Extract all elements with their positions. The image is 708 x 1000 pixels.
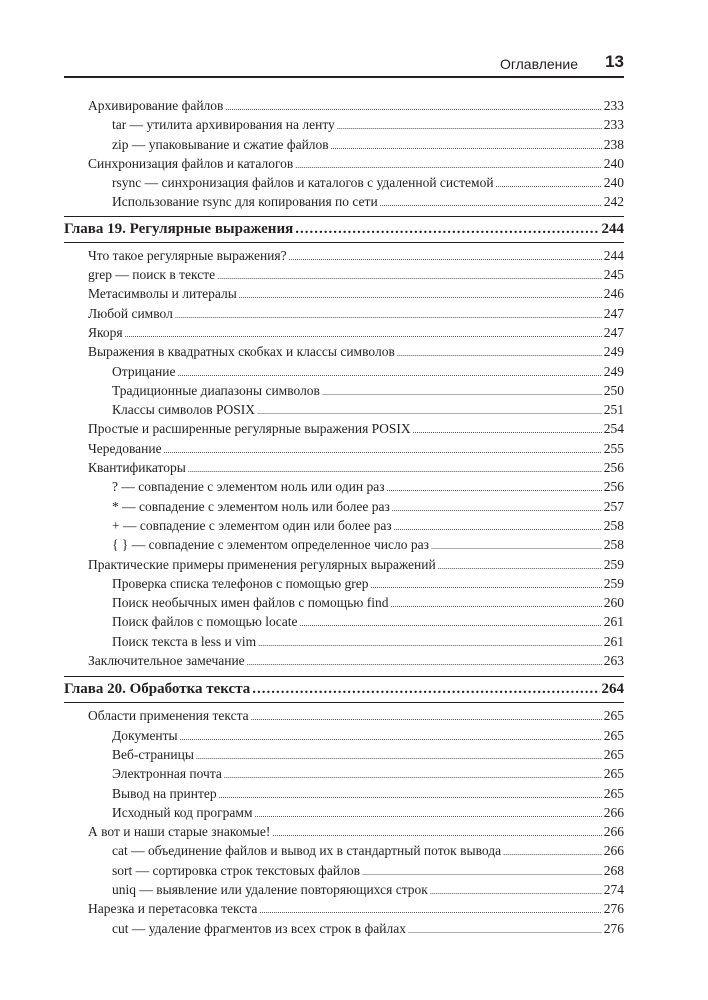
toc-entry-title: zip — упаковывание и сжатие файлов	[112, 136, 329, 152]
toc-entry[interactable]	[64, 535, 624, 554]
toc-entry[interactable]	[64, 745, 624, 764]
toc-entry-page: 244	[601, 220, 624, 237]
toc-entry-page: 263	[603, 653, 624, 669]
toc-entry-title: Синхронизация файлов и каталогов	[88, 155, 294, 171]
toc-entry-title: Традиционные диапазоны символов	[112, 382, 320, 398]
dot-leader	[180, 726, 602, 747]
toc-entry-page: 240	[603, 155, 624, 171]
toc-entry-page: 247	[603, 305, 624, 321]
toc-entry[interactable]	[64, 861, 624, 880]
dot-leader	[258, 632, 602, 653]
dot-leader	[430, 880, 602, 901]
dot-leader	[255, 803, 602, 824]
toc-entry[interactable]	[64, 323, 624, 342]
dot-leader	[503, 841, 602, 862]
toc-entry-page: 233	[603, 98, 624, 113]
toc-entry[interactable]	[64, 880, 624, 899]
toc-entry-title: * — совпадение с элементом ноль или более раз	[112, 498, 390, 514]
dot-leader	[259, 899, 601, 920]
toc-entry-title: Веб-страницы	[112, 746, 194, 762]
toc-entry[interactable]	[64, 419, 624, 438]
toc-entry-title: Чередование	[88, 440, 162, 456]
toc-entry[interactable]	[64, 439, 624, 458]
dot-leader	[257, 400, 602, 421]
toc-entry-page: 246	[603, 286, 624, 302]
toc-entry-page: 254	[603, 421, 624, 437]
toc-entry[interactable]	[64, 764, 624, 783]
toc-entry-title: Поиск необычных имен файлов с помощью find	[112, 595, 389, 611]
toc-entry-page: 260	[603, 595, 624, 611]
dot-leader	[225, 96, 601, 117]
toc-entry-title: Метасимволы и литералы	[88, 286, 237, 302]
dot-leader	[362, 861, 602, 882]
toc-entry-page: 265	[603, 785, 624, 801]
toc-entry[interactable]	[64, 706, 624, 725]
dot-leader	[390, 593, 601, 614]
toc-entry-page: 276	[603, 920, 624, 936]
toc-entry[interactable]	[64, 284, 624, 303]
dot-leader	[175, 304, 602, 325]
toc-entry-page: 249	[603, 363, 624, 379]
toc-entry[interactable]	[64, 154, 624, 173]
toc-entry-title: Проверка списка телефонов с помощью grep	[112, 575, 369, 591]
toc-entry[interactable]	[64, 632, 624, 651]
toc-entry[interactable]	[64, 362, 624, 381]
dot-leader	[217, 265, 602, 286]
toc-entry-page: 242	[603, 194, 624, 210]
toc-entry-page: 244	[603, 247, 624, 263]
toc-entry-title: tar — утилита архивирования на ленту	[112, 117, 335, 133]
toc-entry-page: 251	[603, 402, 624, 418]
toc-entry[interactable]	[64, 265, 624, 284]
toc-entry-title: Якоря	[88, 324, 123, 340]
toc-entry-title: Глава 20. Обработка текста	[64, 681, 251, 698]
toc-entry-title: Практические примеры применения регулярных выражений	[88, 556, 436, 572]
toc-entry-title: А вот и наши старые знакомые!	[88, 824, 271, 840]
toc-entry-title: Что такое регулярные выражения?	[88, 247, 287, 263]
toc-entry-title: Простые и расширенные регулярные выражения POSIX	[88, 421, 411, 437]
dot-leader	[380, 192, 602, 213]
dot-leader	[125, 323, 602, 344]
dot-leader	[251, 706, 602, 727]
toc-entry-page: 264	[601, 681, 624, 698]
toc-entry[interactable]	[64, 381, 624, 400]
toc-entry[interactable]	[64, 400, 624, 419]
dot-leader	[397, 342, 602, 363]
toc-entry-page: 258	[603, 517, 624, 533]
dot-leader	[295, 154, 601, 175]
toc-entry-page: 265	[603, 766, 624, 782]
toc-entry-title: Квантификаторы	[88, 460, 186, 476]
toc-entry[interactable]	[64, 822, 624, 841]
toc-entry[interactable]	[64, 342, 624, 361]
toc-entry[interactable]	[64, 516, 624, 535]
dot-leader	[295, 217, 599, 242]
toc-entry-title: Заключительное замечание	[88, 653, 245, 669]
dot-leader	[392, 497, 602, 518]
toc-entry-title: Отрицание	[112, 363, 176, 379]
dot-leader	[196, 745, 602, 766]
running-header	[64, 50, 624, 78]
header-title: Оглавление	[499, 56, 578, 72]
toc-entry-title: Области применения текста	[88, 708, 249, 724]
toc-entry[interactable]	[64, 246, 624, 265]
dot-leader	[239, 284, 602, 305]
toc-entry-page: 265	[603, 727, 624, 743]
dot-leader	[394, 516, 602, 537]
toc-entry-title: Любой символ	[88, 305, 173, 321]
dot-leader	[177, 362, 601, 383]
toc-entry[interactable]	[64, 803, 624, 822]
toc-entry-page: 265	[603, 708, 624, 724]
toc-entry[interactable]	[64, 651, 624, 670]
toc-entry-page: 256	[603, 479, 624, 495]
dot-leader	[322, 381, 602, 402]
toc-entry-title: Глава 19. Регулярные выражения	[64, 220, 294, 237]
dot-leader	[413, 419, 602, 440]
dot-leader	[219, 784, 602, 805]
toc-entry-title: ? — совпадение с элементом ноль или один раз	[112, 479, 385, 495]
toc-entry-title: sort — сортировка строк текстовых файлов	[112, 862, 360, 878]
toc-entry[interactable]	[64, 477, 624, 496]
toc-entry[interactable]	[64, 192, 624, 211]
toc-entry[interactable]	[64, 899, 624, 918]
toc-entry[interactable]	[64, 841, 624, 860]
toc-entry-page: 247	[603, 324, 624, 340]
toc-entry-page: 249	[603, 344, 624, 360]
toc-entry-page: 268	[603, 862, 624, 878]
toc-entry-title: Поиск файлов с помощью locate	[112, 614, 298, 630]
dot-leader	[371, 574, 602, 595]
toc-entry[interactable]	[64, 173, 624, 192]
toc-entry-page: 250	[603, 382, 624, 398]
dot-leader	[289, 246, 602, 267]
dot-leader	[331, 135, 602, 156]
toc-entry[interactable]	[64, 135, 624, 154]
toc-entry-page: 257	[603, 498, 624, 514]
toc-entry[interactable]	[64, 115, 624, 134]
toc-entry-page: 261	[603, 633, 624, 649]
dot-leader	[337, 115, 602, 136]
toc-entry[interactable]	[64, 593, 624, 612]
dot-leader	[252, 677, 599, 702]
toc-entry[interactable]	[64, 96, 624, 115]
dot-leader	[164, 439, 602, 460]
toc-entry-title: Поиск текста в less и vim	[112, 633, 257, 649]
toc-entry-title: Электронная почта	[112, 766, 222, 782]
toc-entry-title: uniq — выявление или удаление повторяющихся строк	[112, 881, 428, 897]
toc-entry-title: Исходный код программ	[112, 804, 253, 820]
toc-entry-page: 233	[603, 117, 624, 133]
toc-entry-page: 261	[603, 614, 624, 630]
header-page-number: 13	[605, 52, 624, 71]
toc-entry-page: 259	[603, 556, 624, 572]
toc-entry[interactable]	[64, 497, 624, 516]
dot-leader	[188, 458, 602, 479]
toc-entry-title: Документы	[112, 727, 178, 743]
toc-entry-page: 266	[603, 824, 624, 840]
toc-entry-title: grep — поиск в тексте	[88, 267, 216, 283]
toc-entry-page: 274	[603, 881, 624, 897]
dot-leader	[299, 612, 601, 633]
toc-entry-page: 256	[603, 460, 624, 476]
toc-entry-title: cat — объединение файлов и вывод их в стандартный поток вывода	[112, 843, 502, 859]
toc-entry[interactable]	[64, 574, 624, 593]
toc-entry-page: 266	[603, 843, 624, 859]
toc-chapter-entry[interactable]	[64, 216, 624, 243]
toc-entry-title: cut — удаление фрагментов из всех строк в файлах	[112, 920, 407, 936]
toc-entry[interactable]	[64, 304, 624, 323]
toc-entry[interactable]	[64, 555, 624, 574]
toc-entry[interactable]	[64, 458, 624, 477]
toc-entry-title: Классы символов POSIX	[112, 402, 256, 418]
dot-leader	[224, 764, 602, 785]
toc-entry-page: 266	[603, 804, 624, 820]
toc-entry-title: Архивирование файлов	[88, 98, 224, 113]
toc-entry[interactable]	[64, 612, 624, 631]
dot-leader	[387, 477, 602, 498]
toc-entry-page: 238	[603, 136, 624, 152]
toc-entry-title: Выражения в квадратных скобках и классы символов	[88, 344, 395, 360]
toc-entry[interactable]	[64, 919, 624, 938]
toc-entry-page: 255	[603, 440, 624, 456]
dot-leader	[496, 173, 602, 194]
toc-entry-title: { } — совпадение с элементом определенное число раз	[112, 537, 429, 553]
toc-entry-title: Вывод на принтер	[112, 785, 217, 801]
toc-entry-page: 240	[603, 175, 624, 191]
dot-leader	[431, 535, 602, 556]
toc-entry-page: 259	[603, 575, 624, 591]
toc-entry-page: 276	[603, 901, 624, 917]
toc-entry-page: 245	[603, 267, 624, 283]
dot-leader	[272, 822, 601, 843]
toc-entry-title: Нарезка и перетасовка текста	[88, 901, 258, 917]
toc-entry-title: rsync — синхронизация файлов и каталогов с удаленной системой	[112, 175, 494, 191]
dot-leader	[247, 651, 602, 672]
toc-chapter-entry[interactable]	[64, 676, 624, 703]
toc-entry[interactable]	[64, 784, 624, 803]
toc-entry-title: Использование rsync для копирования по сети	[112, 194, 378, 210]
toc-entry-title: + — совпадение с элементом один или более раз	[112, 517, 392, 533]
dot-leader	[438, 555, 602, 576]
toc-entry[interactable]	[64, 726, 624, 745]
toc-entry-page: 258	[603, 537, 624, 553]
table-of-contents	[64, 96, 624, 938]
toc-entry-page: 265	[603, 746, 624, 762]
dot-leader	[408, 919, 602, 940]
